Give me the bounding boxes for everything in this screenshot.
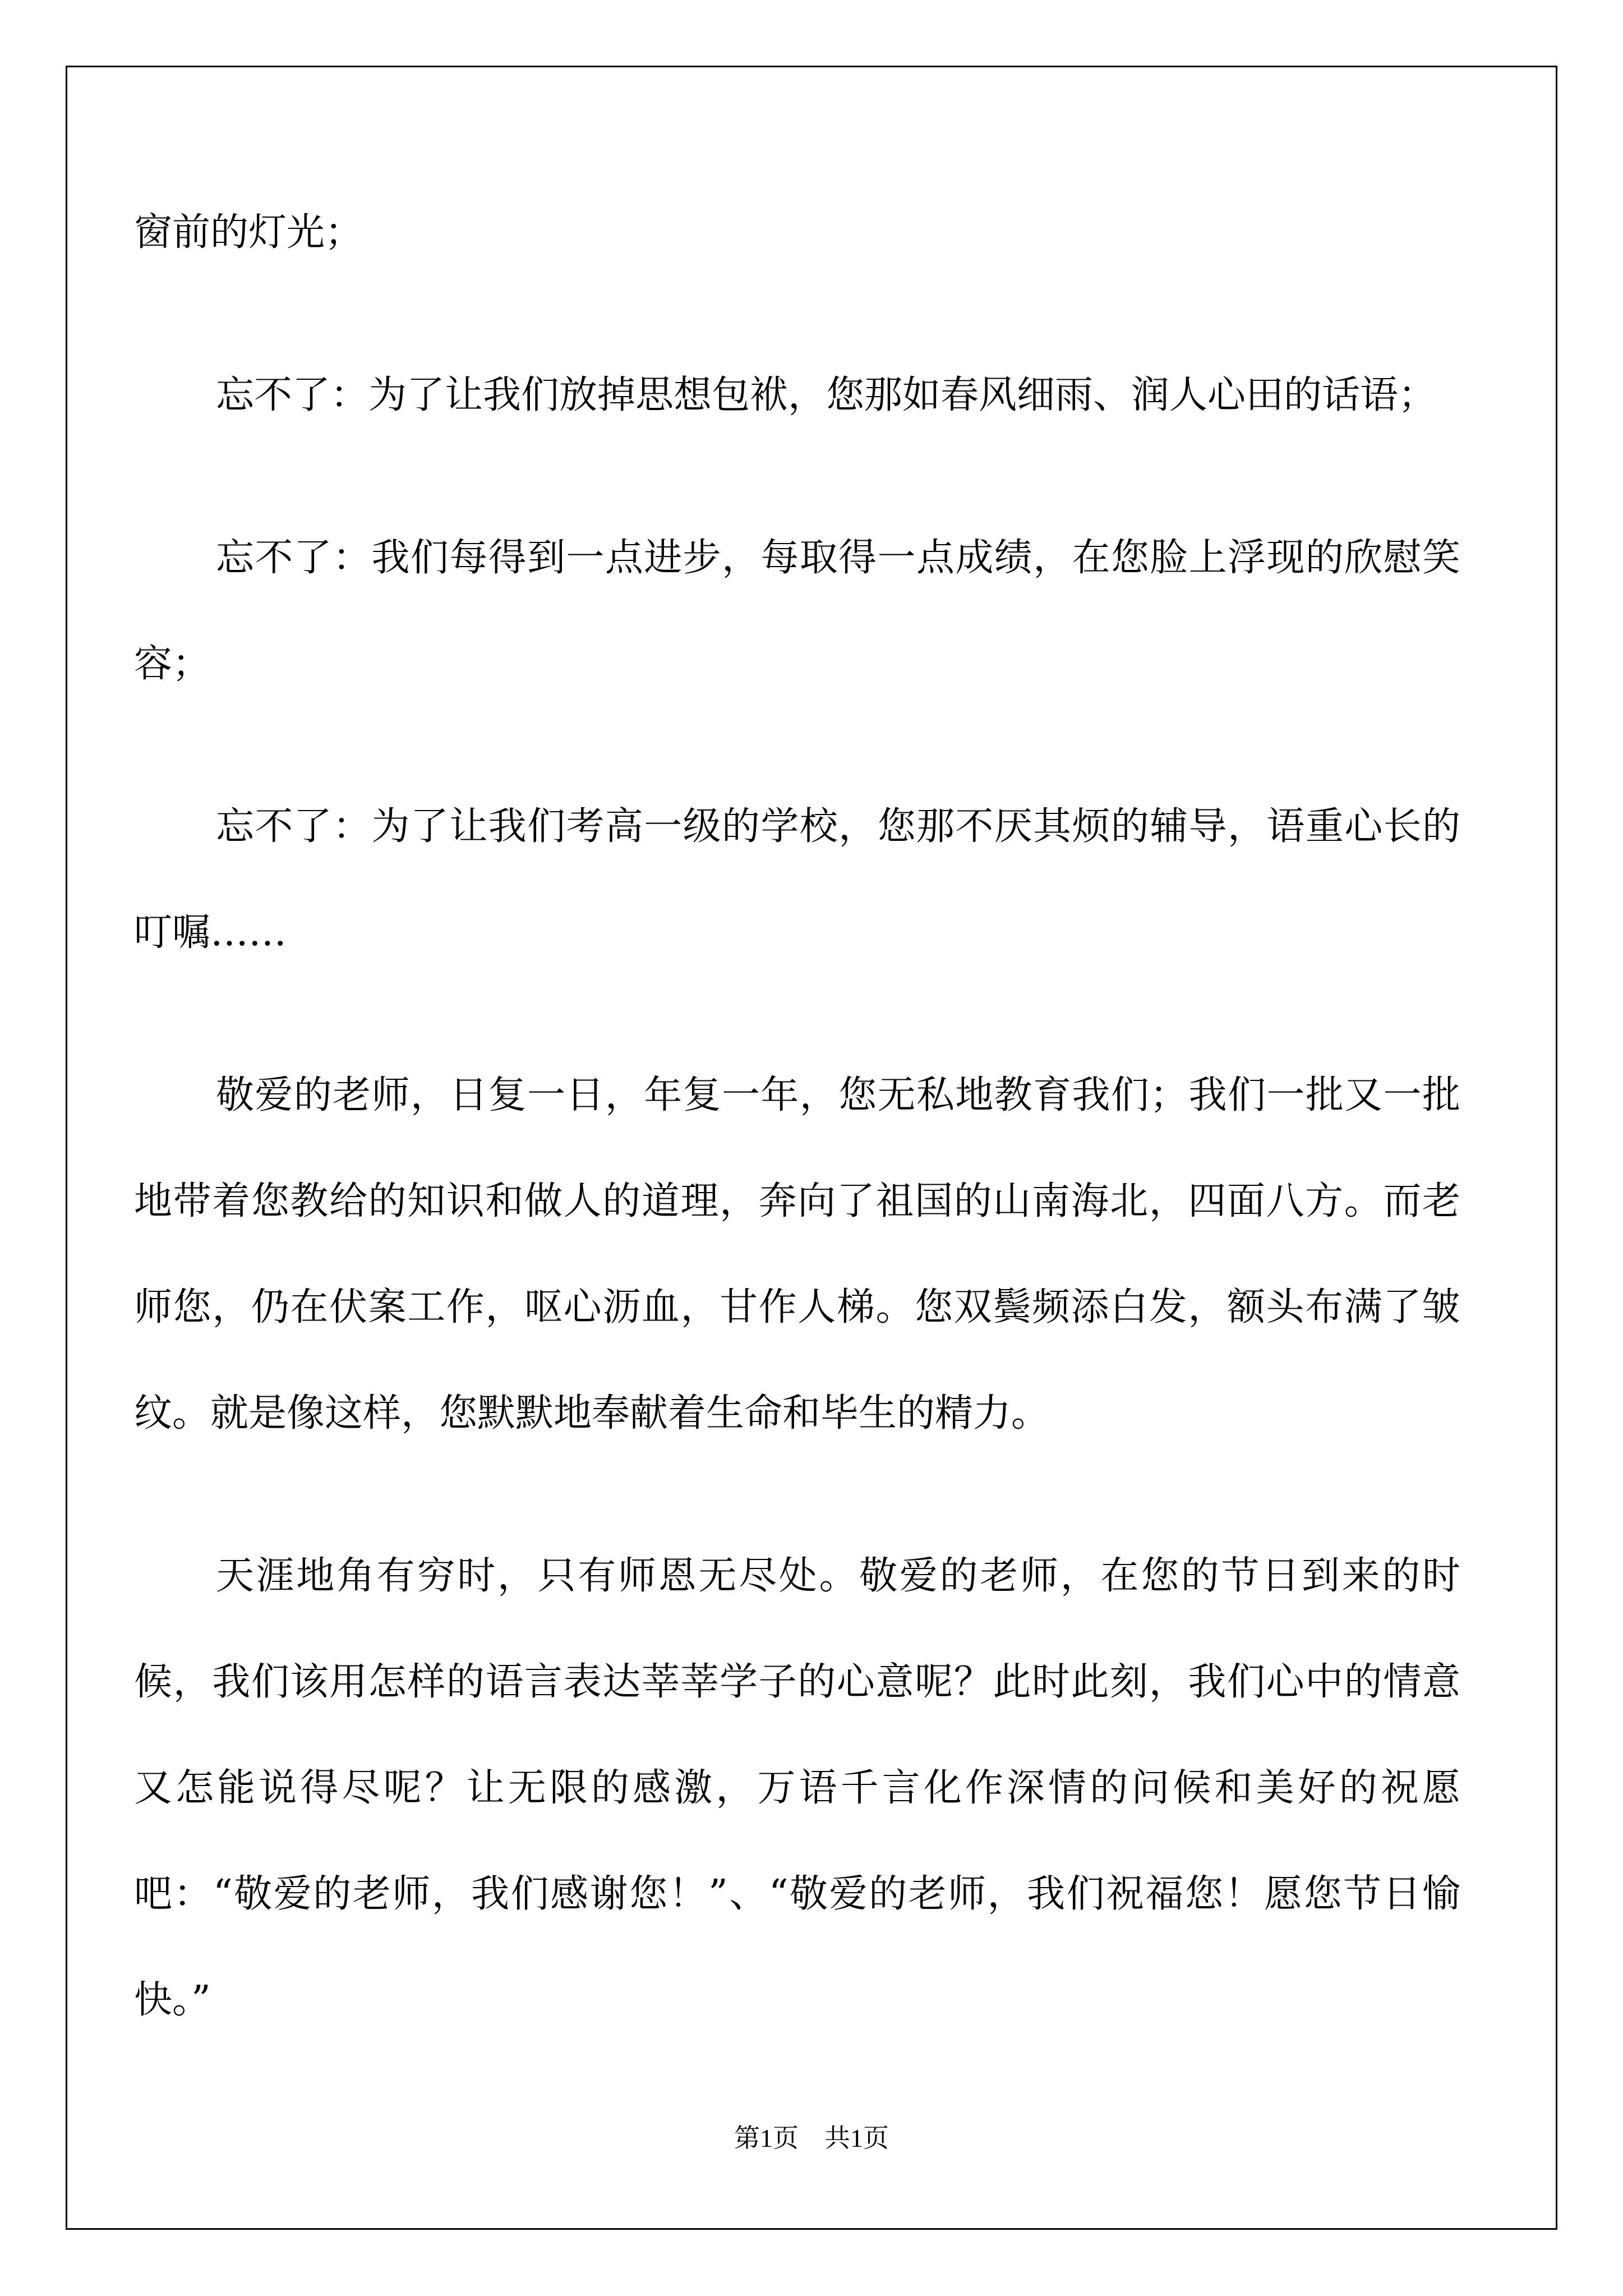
paragraph-1: 窗前的灯光； <box>134 210 363 255</box>
paragraph-5: 敬爱的老师，日复一日，年复一年，您无私地教育我们；我们一批又一批地带着您教给的知识和做人的道理，奔向了祖国的山南海北，四面八方。而老师您，仍在伏案工作，呕心沥血，甘作人梯。您双鬓频添白发，额头布满了皱纹。就是像这样，您默默地奉献着生命和毕生的精力。 <box>134 1073 1460 1435</box>
paragraph-2: 忘不了：为了让我们放掉思想包袱，您那如春风细雨、润人心田的话语； <box>216 373 1437 417</box>
paragraph-6: 天涯地角有穷时，只有师恩无尽处。敬爱的老师，在您的节日到来的时候，我们该用怎样的语言表达莘莘学子的心意呢？此时此刻，我们心中的情意又怎能说得尽呢？让无限的感激，万语千言化作深情的问候和美好的祝愿吧：“敬爱的老师，我们感谢您！”、“敬爱的老师，我们祝福您！愿您节日愉快。” <box>134 1554 1460 2022</box>
paragraph-3: 忘不了：我们每得到一点进步，每取得一点成绩，在您脸上浮现的欣慰笑容； <box>134 536 1460 686</box>
document-body <box>134 210 1460 2110</box>
paragraph-4: 忘不了：为了让我们考高一级的学校，您那不厌其烦的辅导，语重心长的叮嘱…… <box>134 804 1460 955</box>
page-number-footer: 第1页 共1页 <box>734 2124 889 2152</box>
